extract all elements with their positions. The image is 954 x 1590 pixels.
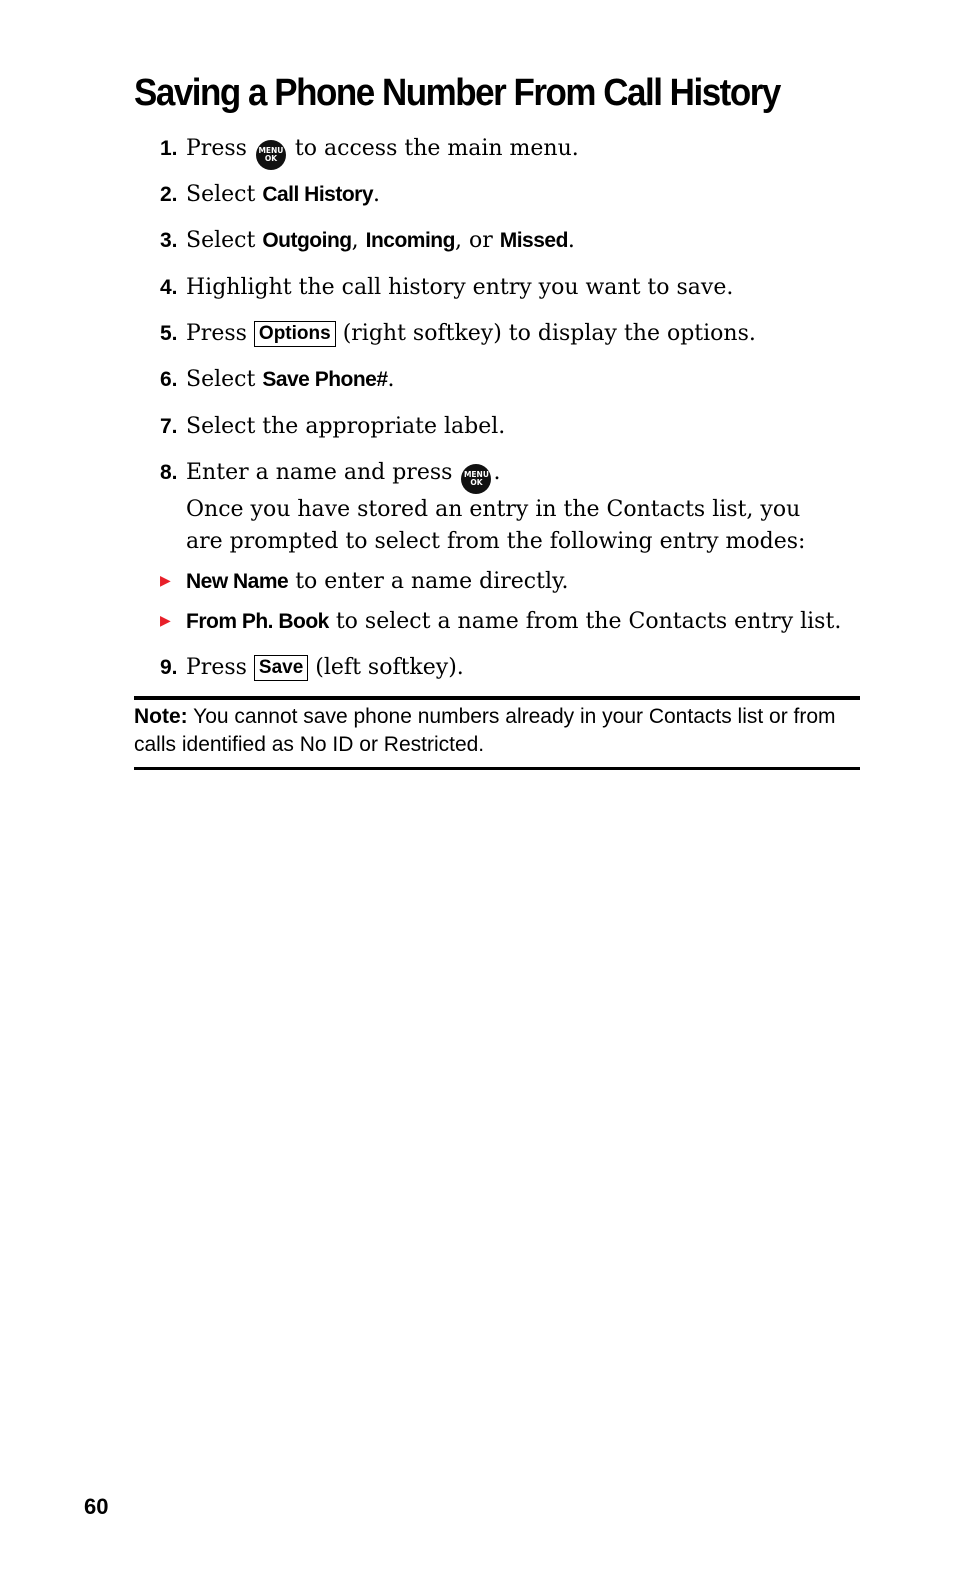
step-2: 2. Select Call History.	[160, 179, 380, 211]
menu-ok-key-icon: MENU OK	[461, 464, 491, 494]
note-bottom-rule	[134, 767, 860, 770]
bullet-arrow-icon: ▶	[160, 613, 171, 629]
step-number: 1.	[160, 137, 178, 160]
entry-mode-from-ph-book: ▶ From Ph. Book to select a name from the Contacts entry list.	[160, 605, 841, 638]
save-softkey: Save	[254, 655, 308, 681]
step-9: 9. Press Save (left softkey).	[160, 652, 464, 684]
menu-option-call-history: Call History	[262, 183, 374, 206]
menu-option-incoming: Incoming	[365, 229, 455, 252]
step-6: 6. Select Save Phone#.	[160, 364, 395, 396]
step-7: 7. Select the appropriate label.	[160, 411, 505, 443]
note-label: Note:	[134, 705, 188, 728]
menu-option-save-phone: Save Phone#	[262, 368, 388, 391]
page-title: Saving a Phone Number From Call History	[134, 72, 780, 114]
step-number: 3.	[160, 229, 178, 252]
step-number: 2.	[160, 183, 178, 206]
note-top-rule	[134, 696, 860, 700]
step-number: 9.	[160, 656, 178, 679]
options-softkey: Options	[254, 321, 336, 347]
step-number: 5.	[160, 322, 178, 345]
entry-mode-label: From Ph. Book	[186, 610, 329, 633]
step-5: 5. Press Options (right softkey) to display the options.	[160, 318, 756, 350]
step-number: 4.	[160, 276, 178, 299]
menu-ok-key-icon: MENU OK	[256, 140, 286, 170]
step-8-continuation: Once you have stored an entry in the Contacts list, you are prompted to select from the following entry modes:	[186, 497, 806, 554]
step-number: 7.	[160, 415, 178, 438]
step-8: 8. Enter a name and press MENU OK . Once you have stored an entry in the Contacts list, you are prompted to select from the following entry modes:	[160, 457, 826, 558]
step-4: 4. Highlight the call history entry you want to save.	[160, 272, 733, 304]
entry-mode-new-name: ▶ New Name to enter a name directly.	[160, 565, 568, 598]
bullet-arrow-icon: ▶	[160, 573, 171, 589]
entry-mode-label: New Name	[186, 570, 289, 593]
step-3: 3. Select Outgoing, Incoming, or Missed.	[160, 225, 575, 257]
note-text: You cannot save phone numbers already in your Contacts list or from calls identified as No ID or Restricted.	[134, 705, 836, 756]
step-number: 8.	[160, 461, 178, 484]
step-number: 6.	[160, 368, 178, 391]
page-number: 60	[84, 1494, 109, 1519]
step-1: 1. Press MENU OK to access the main menu.	[160, 133, 579, 170]
menu-option-missed: Missed	[499, 229, 568, 252]
note-box	[134, 703, 860, 759]
menu-option-outgoing: Outgoing	[262, 229, 352, 252]
